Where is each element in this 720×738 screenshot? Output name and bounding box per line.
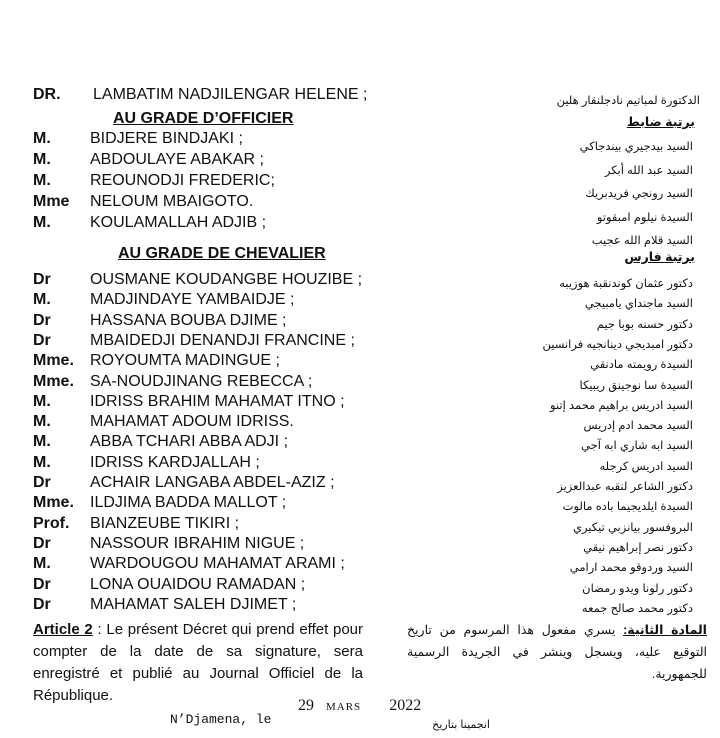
- honoree-name: LONA OUAIDOU RAMADAN ;: [90, 575, 306, 593]
- arabic-honoree-entry: دكتور نصر إبراهيم نيقي: [583, 541, 693, 554]
- honoree-name: WARDOUGOU MAHAMAT ARAMI ;: [90, 555, 345, 573]
- honoree-name: ABBA TCHARI ABBA ADJI ;: [90, 433, 289, 451]
- arabic-honoree-entry: دكتور رلونا ويدو رمضان: [582, 582, 693, 595]
- header-prefix: DR.: [33, 86, 61, 103]
- honoree-title: M.: [33, 172, 51, 189]
- honoree-name: KOULAMALLAH ADJIB ;: [90, 214, 267, 231]
- arabic-column: [407, 0, 715, 738]
- arabic-honoree-entry: دكتور عثمان كوندنقبة هوزيبه: [559, 278, 693, 290]
- honoree-name: MAHAMAT SALEH DJIMET ;: [90, 595, 297, 613]
- honoree-name: OUSMANE KOUDANGBE HOUZIBE ;: [90, 271, 363, 288]
- arabic-honoree-entry: السيدة سا نوجينق ريبيكا: [579, 379, 693, 392]
- honoree-name: ACHAIR LANGABA ABDEL-AZIZ ;: [90, 474, 335, 491]
- honoree-name: MADJINDAYE YAMBAIDJE ;: [90, 291, 295, 309]
- honoree-title: M.: [33, 433, 51, 451]
- signature-place: N’Djamena, le: [170, 712, 272, 727]
- arabic-honoree-entry: السيد ماجنداي يامبيجي: [584, 298, 693, 311]
- arabic-honoree-entry: السيد قلام الله عجيب: [591, 235, 693, 247]
- arabic-honoree-entry: دكتور حسنه بوبا جيم: [596, 318, 693, 331]
- article-text: : Le présent Décret qui prend effet pour compter de la date de sa signature, sera enregistré et publié au Journal Officiel de la République.: [33, 621, 363, 704]
- honoree-name: ILDJIMA BADDA MALLOT ;: [90, 494, 287, 512]
- arabic-honoree-entry: السيد رونجي فريدبريك: [585, 188, 693, 200]
- honoree-title: Dr: [33, 474, 51, 491]
- honoree-title: Dr: [33, 534, 51, 552]
- arabic-officer-title: برتبة ضابط: [626, 115, 695, 129]
- arabic-honoree-entry: السيدة رويمته مادنقي: [590, 359, 693, 372]
- honoree-name: HASSANA BOUBA DJIME ;: [90, 311, 287, 329]
- chevalier-grade-title: AU GRADE DE CHEVALIER: [118, 245, 326, 262]
- honoree-name: MBAIDEDJI DENANDJI FRANCINE ;: [90, 331, 355, 349]
- article-lead: Article 2: [33, 621, 93, 638]
- arabic-honoree-entry: السيدة ايلديجيما باده مالوت: [562, 501, 693, 514]
- honoree-name: ABDOULAYE ABAKAR ;: [90, 151, 264, 168]
- honoree-title: M.: [33, 413, 51, 431]
- arabic-honoree-entry: السيد بيدجيري بيندجاكي: [579, 141, 693, 153]
- header-name: LAMBATIM NADJILENGAR HELENE ;: [93, 86, 368, 103]
- signature-date: [298, 697, 421, 715]
- honoree-title: Dr: [33, 271, 51, 288]
- honoree-title: Mme.: [33, 372, 74, 390]
- honoree-title: Dr: [33, 595, 51, 613]
- honoree-title: Dr: [33, 575, 51, 593]
- arabic-honoree-entry: دكتور امبديجي دينانجيه فرانسين: [542, 338, 693, 351]
- honoree-title: Mme.: [33, 494, 74, 512]
- arabic-honoree-entry: السيد ادريس كرجله: [599, 460, 693, 473]
- honoree-name: NELOUM MBAIGOTO.: [90, 193, 254, 210]
- arabic-honoree-entry: دكتور الشاعر لنقبه عبدالعزيز: [557, 481, 693, 493]
- arabic-article-lead: المادة الثانية:: [623, 623, 707, 637]
- honoree-title: M.: [33, 291, 51, 309]
- honoree-title: M.: [33, 130, 51, 147]
- honoree-title: M.: [33, 214, 51, 231]
- honoree-name: MAHAMAT ADOUM IDRISS.: [90, 413, 294, 431]
- arabic-honoree-entry: السيدة نيلوم امبقوتو: [596, 211, 693, 224]
- arabic-honoree-entry: السيد ابه شاري ابه آجي: [581, 440, 693, 453]
- date-year: 2022: [389, 697, 422, 714]
- honoree-title: M.: [33, 555, 51, 573]
- arabic-honoree-entry: السيد ادريس براهيم محمد إتنو: [550, 399, 693, 412]
- arabic-honoree-entry: السيد محمد ادم إدريس: [583, 420, 693, 433]
- honoree-title: M.: [33, 392, 51, 410]
- honoree-name: NASSOUR IBRAHIM NIGUE ;: [90, 534, 305, 552]
- arabic-honoree-entry: البروفسور بيانزبي تيكيري: [572, 521, 693, 534]
- honoree-name: IDRISS KARDJALLAH ;: [90, 453, 260, 471]
- arabic-honoree-entry: السيد وردوقو محمد ارامي: [569, 562, 693, 575]
- honoree-title: Mme.: [33, 352, 74, 370]
- date-day: 29: [298, 697, 314, 714]
- date-month: MARS: [326, 701, 362, 713]
- honoree-title: M.: [33, 151, 51, 168]
- honoree-title: Dr: [33, 311, 51, 329]
- arabic-article-2: [407, 619, 707, 685]
- arabic-header-entry: الدكتورة لمباتيم نادجلنقار هلين: [556, 95, 700, 107]
- arabic-signature-place: انجمينا بتاريخ: [432, 719, 490, 731]
- arabic-honoree-entry: دكتور محمد صالح جمعه: [581, 602, 693, 615]
- honoree-name: ROYOUMTA MADINGUE ;: [90, 352, 280, 370]
- honoree-name: BIANZEUBE TIKIRI ;: [90, 514, 240, 532]
- honoree-title: Prof.: [33, 514, 70, 532]
- honoree-name: REOUNODJI FREDERIC;: [90, 172, 275, 189]
- article-2: [33, 619, 363, 707]
- honoree-title: Mme: [33, 193, 70, 210]
- honoree-name: BIDJERE BINDJAKI ;: [90, 130, 243, 147]
- honoree-title: Dr: [33, 331, 51, 349]
- honoree-title: M.: [33, 453, 51, 471]
- arabic-chevalier-title: برتبة فارس: [624, 250, 695, 264]
- honoree-name: IDRISS BRAHIM MAHAMAT ITNO ;: [90, 392, 345, 410]
- officer-grade-title: AU GRADE D’OFFICIER: [113, 110, 294, 127]
- arabic-article-text: يسري مفعول هذا المرسوم من تاريخ التوقيع عليه، ويسجل وينشر في الجريدة الرسمية للجمهورية.: [407, 623, 707, 681]
- arabic-honoree-entry: السيد عبد الله أبكر: [604, 164, 693, 177]
- honoree-name: SA-NOUDJINANG REBECCA ;: [90, 372, 313, 390]
